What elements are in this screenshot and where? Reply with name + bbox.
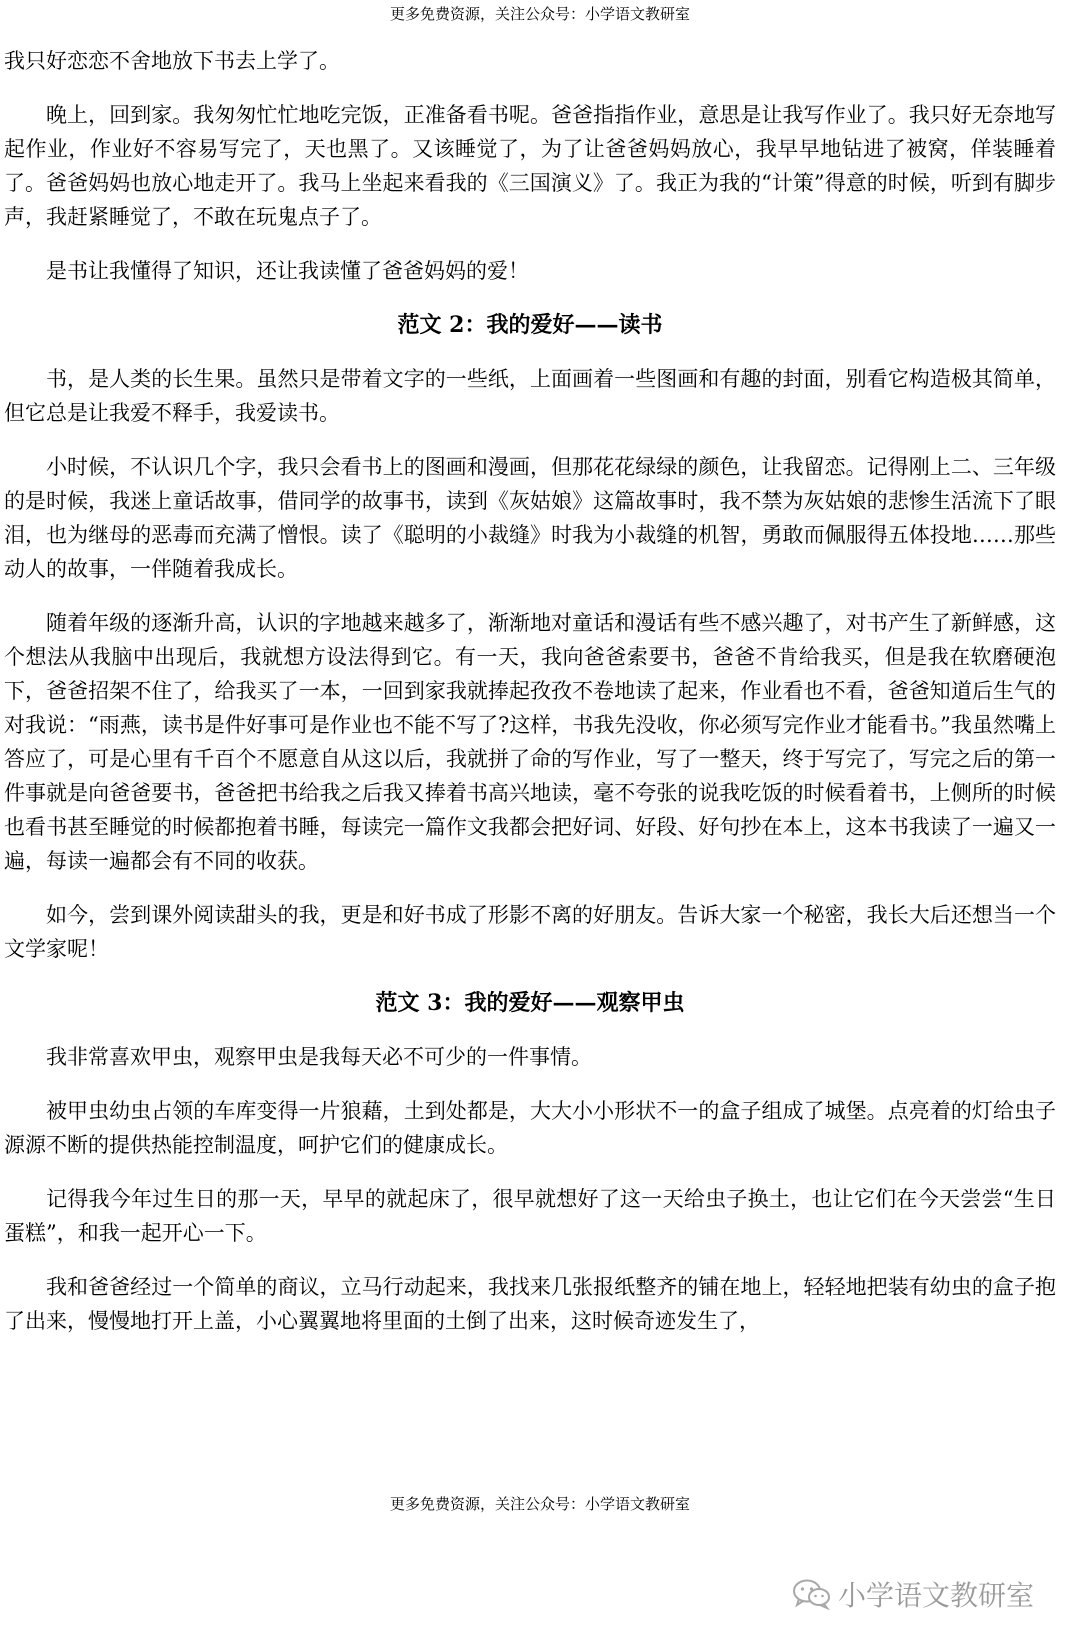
document-body	[4, 44, 1056, 1358]
header-note: 更多免费资源，关注公众号：小学语文教研室	[389, 5, 690, 23]
section-title: 范文 3：我的爱好——观察甲虫	[375, 990, 685, 1016]
wechat-icon	[792, 1578, 832, 1610]
paragraph: 如今，尝到课外阅读甜头的我，更是和好书成了形影不离的好朋友。告诉大家一个秘密，我长大后还想当一个文学家呢！	[4, 903, 1056, 961]
watermark	[792, 1574, 1034, 1614]
paragraph: 是书让我懂得了知识，还让我读懂了爸爸妈妈的爱！	[46, 259, 529, 283]
footer-note: 更多免费资源，关注公众号：小学语文教研室	[389, 1495, 690, 1513]
paragraph: 我非常喜欢甲虫，观察甲虫是我每天必不可少的一件事情。	[46, 1045, 592, 1069]
paragraph: 小时候，不认识几个字，我只会看书上的图画和漫画，但那花花绿绿的颜色，让我留恋。记得刚上二、三年级的是时候，我迷上童话故事，借同学的故事书，读到《灰姑娘》这篇故事时，我不禁为灰姑娘的悲惨生活流下了眼泪，也为继母的恶毒而充满了憎恨。读了《聪明的小裁缝》时我为小裁缝的机智，勇敢而佩服得五体投地……那些动人的故事，一伴随着我成长。	[4, 455, 1056, 581]
section-title: 范文 2：我的爱好——读书	[397, 312, 663, 338]
paragraph: 被甲虫幼虫占领的车库变得一片狼藉，土到处都是，大大小小形状不一的盒子组成了城堡。点亮着的灯给虫子源源不断的提供热能控制温度，呵护它们的健康成长。	[4, 1099, 1056, 1157]
paragraph: 随着年级的逐渐升高，认识的字地越来越多了，渐渐地对童话和漫话有些不感兴趣了，对书产生了新鲜感，这个想法从我脑中出现后，我就想方设法得到它。有一天，我向爸爸索要书，爸爸不肯给我买，但是我在软磨硬泡下，爸爸招架不住了，给我买了一本，一回到家我就捧起孜孜不卷地读了起来，作业看也不看，爸爸知道后生气的对我说：“雨燕，读书是件好事可是作业也不能不写了?这样，书我先没收，你必须写完作业才能看书。”我虽然嘴上答应了，可是心里有千百个不愿意自从这以后，我就拼了命的写作业，写了一整天，终于写完了，写完之后的第一件事就是向爸爸要书，爸爸把书给我之后我又捧着书高兴地读，毫不夸张的说我吃饭的时候看着书，上侧所的时候也看书甚至睡觉的时候都抱着书睡，每读完一篇作文我都会把好词、好段、好句抄在本上，这本书我读了一遍又一遍，每读一遍都会有不同的收获。	[4, 611, 1056, 873]
watermark-text: 小学语文教研室	[838, 1579, 1035, 1612]
paragraph: 我和爸爸经过一个简单的商议，立马行动起来，我找来几张报纸整齐的铺在地上，轻轻地把装有幼虫的盒子抱了出来，慢慢地打开上盖，小心翼翼地将里面的土倒了出来，这时候奇迹发生了，	[4, 1275, 1056, 1333]
paragraph: 记得我今年过生日的那一天，早早的就起床了，很早就想好了这一天给虫子换土，也让它们在今天尝尝“生日蛋糕”，和我一起开心一下。	[4, 1187, 1056, 1245]
paragraph: 晚上，回到家。我匆匆忙忙地吃完饭，正准备看书呢。爸爸指指作业，意思是让我写作业了。我只好无奈地写起作业，作业好不容易写完了，天也黑了。又该睡觉了，为了让爸爸妈妈放心，我早早地钻进了被窝，佯装睡着了。爸爸妈妈也放心地走开了。我马上坐起来看我的《三国演义》了。我正为我的“计策”得意的时候，听到有脚步声，我赶紧睡觉了，不敢在玩鬼点子了。	[4, 103, 1056, 229]
paragraph: 书，是人类的长生果。虽然只是带着文字的一些纸，上面画着一些图画和有趣的封面，别看它构造极其简单，但它总是让我爱不释手，我爱读书。	[4, 367, 1056, 425]
paragraph: 我只好恋恋不舍地放下书去上学了。	[4, 49, 340, 73]
